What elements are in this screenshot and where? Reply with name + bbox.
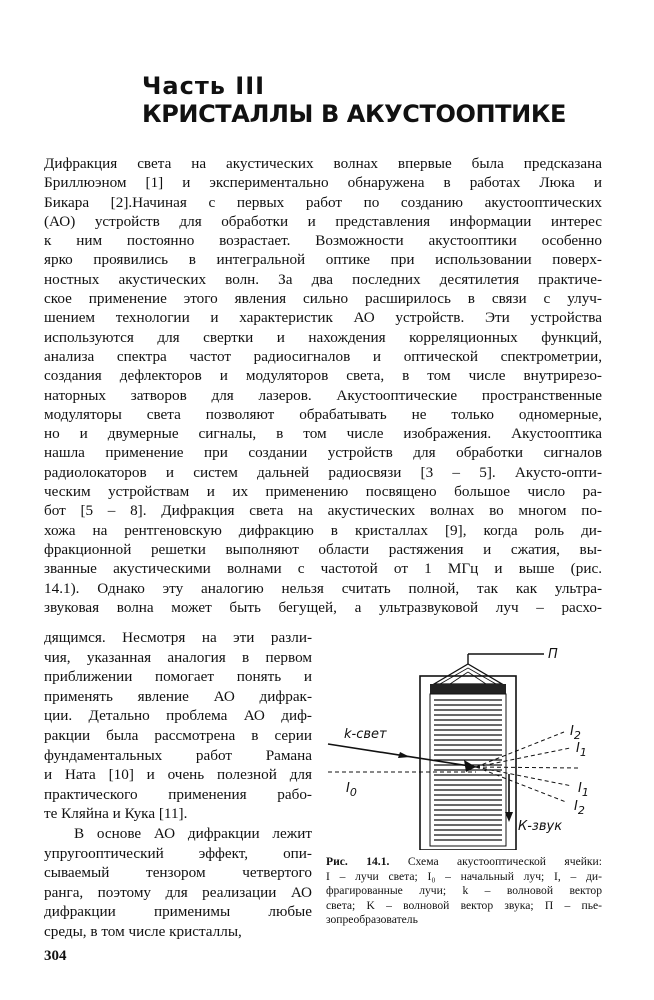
body-line: Бикара [2].Начиная с первых работ по созданию акустооптических: [44, 193, 602, 211]
body-line: Бриллюэном [1] и экспериментально обнаружена в работах Люка и: [44, 174, 602, 192]
column-line: дящимся. Несмотря на эти разли-: [44, 629, 312, 646]
caption-line: света; K – волновой вектор звука; П – пье-: [326, 898, 602, 912]
caption-line: зопреобразователь: [326, 913, 418, 927]
body-line: ское применение этого явления сильно расширилось в связи с улуч-: [44, 290, 602, 308]
label-i1-bottom: $I_1$: [578, 781, 589, 799]
piezo-transducer: [430, 664, 506, 694]
column-line: ции. Детально проблема АО диф-: [44, 707, 312, 725]
caption-line: Рис. 14.1. Схема акустооптической ячейки:: [326, 855, 602, 868]
column-line: практического применения рабо-: [44, 785, 312, 803]
body-line: радиолокаторов и систем дальней радиосвязи [3 – 5]. Акусто-опти-: [44, 463, 602, 481]
column-line: фундаментальных работ Рамана: [44, 746, 312, 764]
body-line: ческим устройствам и их применению посвящено большое число ра-: [44, 483, 602, 501]
label-k-sound: К-звук: [518, 819, 563, 834]
label-i2-bottom: $I_2$: [574, 799, 585, 817]
body-line: званные акустическими волнами с частотой от 1 МГц и выше (рис.: [44, 560, 602, 578]
body-line: анализа спектра частот радиосигналов и оптической спектрометрии,: [44, 347, 602, 365]
body-line: Дифракция света на акустических волнах впервые была предсказана: [44, 155, 602, 172]
column-line: чия, указанная аналогия в первом: [44, 648, 312, 666]
body-line: (АО) устройств для обработки и представления информации интерес: [44, 212, 602, 230]
label-i2-top: $I_2$: [570, 724, 581, 742]
body-text-column: [44, 628, 312, 942]
body-text: [44, 154, 602, 617]
body-line: бот [5 – 8]. Дифракция света на акустических волнах во многом по-: [44, 502, 602, 520]
body-line: к ним постоянно возрастает. Возможности акустооптики особенно: [44, 232, 602, 250]
body-line: шением технологии и характеристик АО устройств. Эти устройства: [44, 309, 602, 327]
column-line: и Ната [10] и очень полезной для: [44, 766, 312, 784]
body-line: фракционной решетки выполняют области растяжения и сжатия, вы-: [44, 540, 602, 558]
caption-figure-number: Рис. 14.1.: [326, 855, 390, 868]
part-title: КРИСТАЛЛЫ В АКУСТООПТИКЕ: [142, 100, 567, 128]
column-line: В основе АО дифракции лежит: [74, 824, 312, 842]
column-line: дифракции применимы любые: [44, 903, 312, 921]
column-line: сываемый тензором четвертого: [44, 864, 312, 882]
label-i0: $I_0$: [346, 781, 357, 799]
label-i1-top: $I_1$: [576, 741, 587, 759]
body-line: наторных затворов для лазеров. Акустооптические пространственные: [44, 386, 602, 404]
part-label: Часть III: [142, 72, 266, 100]
body-line: звуковая волна может быть бегущей, а ультразвуковой луч – расхо-: [44, 598, 602, 616]
figure-caption: [326, 855, 602, 928]
label-k-light: k-свет: [344, 727, 387, 742]
body-line: ярко проявились в интегральной оптике при использовании поверх-: [44, 251, 602, 269]
column-line: применять явление АО дифрак-: [44, 687, 312, 705]
body-line: 14.1). Однако эту аналогию нельзя считать полной, так как ультра-: [44, 579, 602, 597]
label-piezo: П: [548, 647, 558, 662]
body-line: ностных акустических волн. За два последних десятилетия практиче-: [44, 270, 602, 288]
column-line: среды, в том числе кристаллы,: [44, 922, 242, 940]
diffracted-beams: [476, 732, 578, 802]
column-line: приближении помогает понять и: [44, 668, 312, 686]
acousto-optic-cell-figure: [326, 640, 606, 850]
caption-line: I – лучи света; I₀ – начальный луч; I, – ди-: [326, 869, 602, 883]
page-number: 304: [44, 948, 67, 964]
caption-line: фрагированные лучи; k – волновой вектор: [326, 884, 602, 898]
column-line: ранга, поэтому для реализации АО: [44, 883, 312, 901]
body-line: создания дефлекторов и модуляторов света, в том числе внутрирезо-: [44, 367, 602, 385]
column-line: те Кляйна и Кука [11].: [44, 805, 188, 823]
body-line: используются для свертки и нахождения корреляционных функций,: [44, 328, 602, 346]
body-line: нашла применение при создании устройств для обработки сигналов: [44, 444, 602, 462]
body-line: хожа на рентгеновскую дифракцию в кристаллах [9], когда роль ди-: [44, 521, 602, 539]
column-line: ракции была рассмотрена в серии: [44, 726, 312, 744]
column-line: упругооптический эффект, опи-: [44, 844, 312, 862]
body-line: модуляторы света позволяют обрабатывать не только одномерные,: [44, 405, 602, 423]
body-line: но и двумерные сигналы, в том числе изображения. Акустооптика: [44, 425, 602, 443]
